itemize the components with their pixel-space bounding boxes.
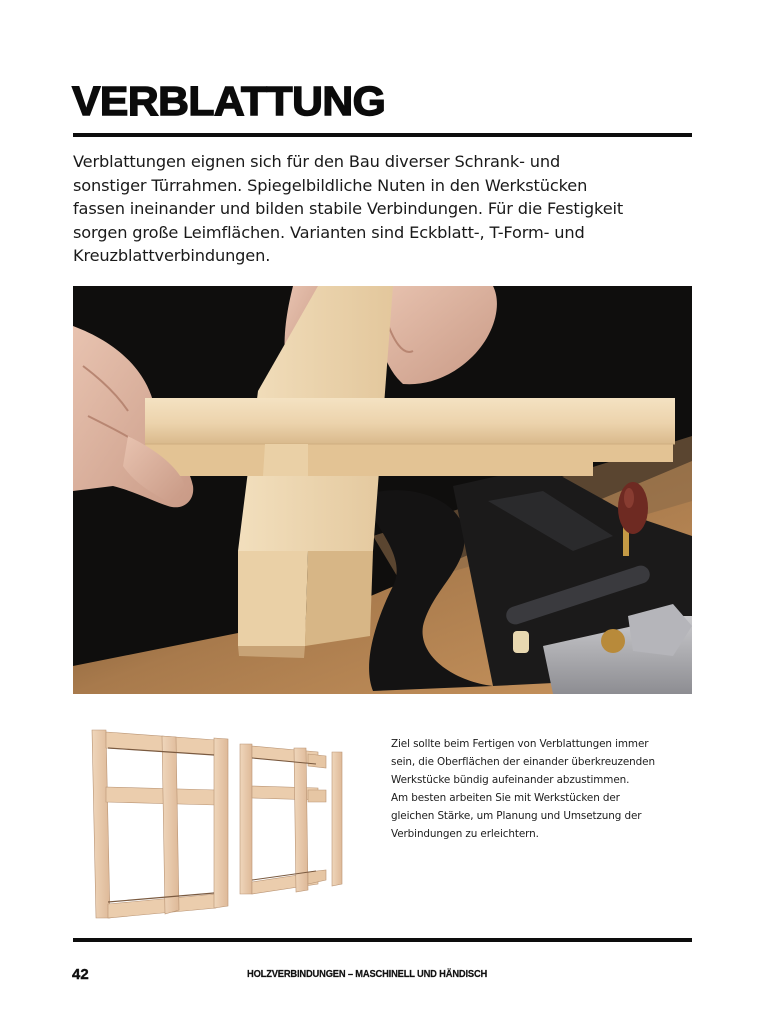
intro-paragraph	[73, 150, 693, 268]
lap-joint-frame-diagram	[86, 722, 350, 922]
diagram-caption	[391, 735, 691, 844]
page-number: 42	[72, 966, 89, 983]
intro-line: sorgen große Leimflächen. Varianten sind Eckblatt-, T-Form- und	[73, 222, 585, 242]
page-title: VERBLATTUNG	[72, 78, 386, 124]
title-divider	[73, 133, 692, 137]
intro-line: fassen ineinander und bilden stabile Verbindungen. Für die Festigkeit	[73, 199, 624, 219]
intro-line: Verblattungen eignen sich für den Bau diverser Schrank- und	[73, 152, 561, 171]
intro-line: Kreuzblattverbindungen.	[73, 246, 271, 266]
footer-divider	[73, 938, 692, 942]
caption-line: Ziel sollte beim Fertigen von Verblattungen immer	[391, 738, 649, 750]
intro-line: sonstiger Türrahmen. Spiegelbildliche Nuten in den Werkstücken	[73, 175, 588, 195]
caption-line: sein, die Oberflächen der einander überkreuzenden	[391, 756, 655, 769]
caption-line: Am besten arbeiten Sie mit Werkstücken der	[391, 792, 620, 805]
caption-line: Verbindungen zu erleichtern.	[391, 828, 539, 841]
cross-lap-joint-photo	[73, 286, 692, 694]
caption-line: gleichen Stärke, um Planung und Umsetzung der	[391, 810, 642, 823]
caption-line: Werkstücke bündig aufeinander abzustimmen.	[391, 774, 630, 787]
running-title: HOLZVERBINDUNGEN – MASCHINELL UND HÄNDISCH	[247, 969, 488, 980]
